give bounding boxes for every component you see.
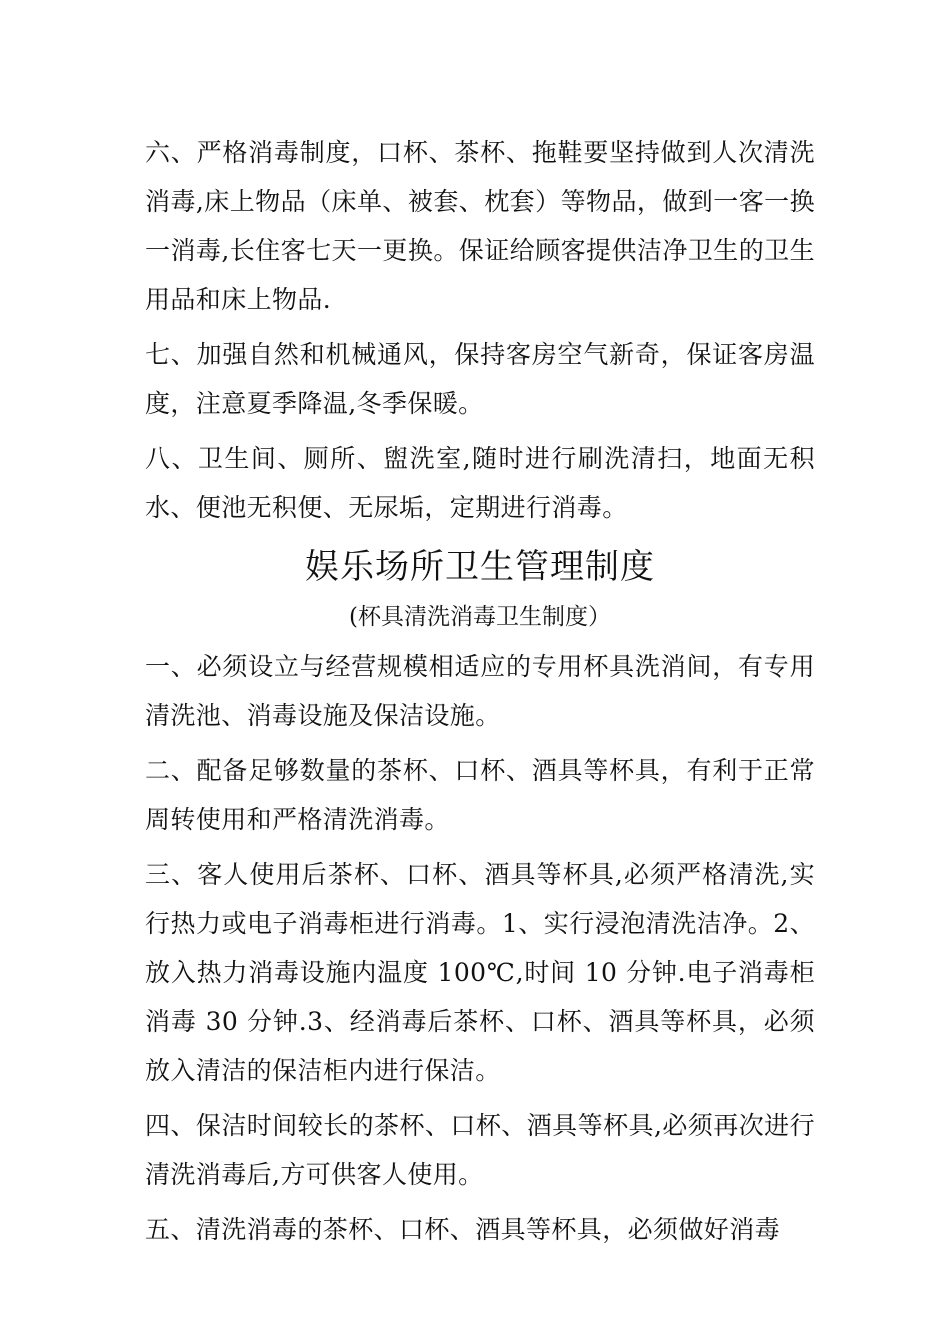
section-subtitle: (杯具清洗消毒卫生制度） (349, 604, 611, 630)
paragraph-8: 八、卫生间、厕所、盥洗室,随时进行刷洗清扫，地面无积水、便池无积便、无尿垢，定期进行消毒。 (145, 444, 815, 522)
paragraph-6: 六、严格消毒制度，口杯、茶杯、拖鞋要坚持做到人次清洗消毒,床上物品（床单、被套、枕套）等物品，做到一客一换一消毒,长住客七天一更换。保证给顾客提供洁净卫生的卫生用品和床上物品. (145, 138, 815, 314)
rule-1: 一、必须设立与经营规模相适应的专用杯具洗消间，有专用清洗池、消毒设施及保洁设施。 (145, 652, 815, 730)
rule-2: 二、配备足够数量的茶杯、口杯、酒具等杯具，有利于正常周转使用和严格清洗消毒。 (145, 756, 815, 834)
paragraph-7: 七、加强自然和机械通风，保持客房空气新奇，保证客房温度，注意夏季降温,冬季保暖。 (145, 340, 815, 418)
rule-3: 三、客人使用后茶杯、口杯、酒具等杯具,必须严格清洗,实行热力或电子消毒柜进行消毒。1、实行浸泡清洗洁净。2、放入热力消毒设施内温度 100℃,时间 10 分钟.电子消毒柜消毒 30 分钟.3、经消毒后茶杯、口杯、酒具等杯具，必须放入清洁的保洁柜内进行保洁。 (145, 860, 815, 1085)
document-body (145, 128, 815, 1260)
rule-4: 四、保洁时间较长的茶杯、口杯、酒具等杯具,必须再次进行清洗消毒后,方可供客人使用。 (145, 1111, 815, 1189)
section-title: 娱乐场所卫生管理制度 (305, 547, 655, 587)
rule-5: 五、清洗消毒的茶杯、口杯、酒具等杯具，必须做好消毒 (145, 1215, 781, 1244)
